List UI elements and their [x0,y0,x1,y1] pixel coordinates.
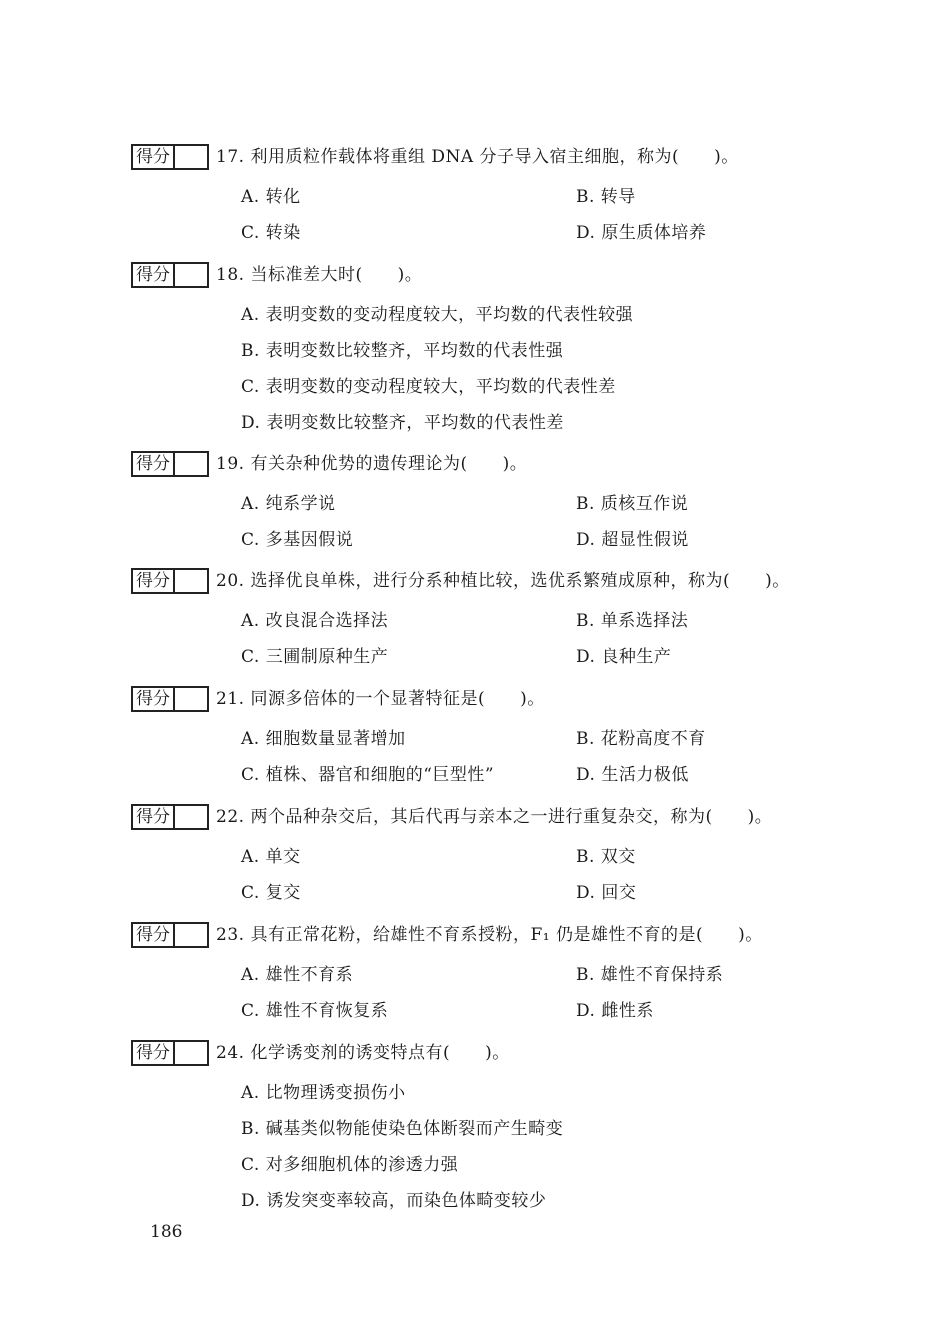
option-d: D. 诱发突变率较高，而染色体畸变较少 [241,1191,547,1211]
question-stem: 18. 当标准差大时( )。 [216,265,423,285]
question-stem: 21. 同源多倍体的一个显著特征是( )。 [216,689,545,709]
score-box [131,922,209,948]
score-blank [175,688,207,710]
score-blank [175,570,207,592]
question-19 [131,451,891,550]
score-label: 得分 [133,688,175,710]
option-b: B. 雄性不育保持系 [576,965,724,985]
question-17 [131,144,891,243]
score-box [131,451,209,477]
option-d: D. 原生质体培养 [576,223,707,243]
option-b: B. 表明变数比较整齐，平均数的代表性强 [241,341,564,361]
score-box [131,686,209,712]
score-label: 得分 [133,1042,175,1064]
option-a: A. 单交 [241,847,301,867]
score-blank [175,806,207,828]
question-stem: 19. 有关杂种优势的遗传理论为( )。 [216,454,528,474]
score-blank [175,264,207,286]
question-stem: 17. 利用质粒作载体将重组 DNA 分子导入宿主细胞，称为( )。 [216,147,739,167]
option-a: A. 比物理诱变损伤小 [241,1083,406,1103]
option-b: B. 单系选择法 [576,611,689,631]
option-c: C. 转染 [241,223,301,243]
option-a: A. 纯系学说 [241,494,336,514]
option-b: B. 碱基类似物能使染色体断裂而产生畸变 [241,1119,564,1139]
option-c: C. 表明变数的变动程度较大，平均数的代表性差 [241,377,616,397]
option-d: D. 回交 [576,883,637,903]
option-a: A. 雄性不育系 [241,965,354,985]
score-box [131,262,209,288]
option-c: C. 多基因假说 [241,530,354,550]
score-label: 得分 [133,146,175,168]
option-b: B. 质核互作说 [576,494,689,514]
score-label: 得分 [133,264,175,286]
option-c: C. 雄性不育恢复系 [241,1001,389,1021]
score-box [131,568,209,594]
option-d: D. 生活力极低 [576,765,689,785]
option-c: C. 三圃制原种生产 [241,647,389,667]
option-d: D. 雌性系 [576,1001,654,1021]
score-blank [175,1042,207,1064]
score-blank [175,453,207,475]
question-stem: 22. 两个品种杂交后，其后代再与亲本之一进行重复杂交，称为( )。 [216,807,773,827]
score-box [131,144,209,170]
score-label: 得分 [133,806,175,828]
option-a: A. 表明变数的变动程度较大，平均数的代表性较强 [241,305,634,325]
question-stem: 24. 化学诱变剂的诱变特点有( )。 [216,1043,510,1063]
option-c: C. 复交 [241,883,301,903]
question-22 [131,804,891,903]
option-b: B. 转导 [576,187,636,207]
score-box [131,804,209,830]
option-d: D. 表明变数比较整齐，平均数的代表性差 [241,413,564,433]
option-a: A. 细胞数量显著增加 [241,729,406,749]
question-23 [131,922,891,1021]
question-20 [131,568,891,667]
score-blank [175,924,207,946]
question-18 [131,262,891,433]
option-a: A. 改良混合选择法 [241,611,389,631]
score-label: 得分 [133,924,175,946]
question-24 [131,1040,891,1211]
question-21 [131,686,891,785]
option-b: B. 双交 [576,847,636,867]
option-c: C. 对多细胞机体的渗透力强 [241,1155,459,1175]
score-box [131,1040,209,1066]
question-stem: 20. 选择优良单株，进行分系种植比较，选优系繁殖成原种，称为( )。 [216,571,790,591]
score-label: 得分 [133,453,175,475]
option-d: D. 超显性假说 [576,530,689,550]
option-b: B. 花粉高度不育 [576,729,706,749]
score-blank [175,146,207,168]
page-number: 186 [150,1222,183,1242]
question-stem: 23. 具有正常花粉，给雄性不育系授粉，F₁ 仍是雄性不育的是( )。 [216,925,763,945]
option-c: C. 植株、器官和细胞的“巨型性” [241,765,495,785]
option-a: A. 转化 [241,187,301,207]
score-label: 得分 [133,570,175,592]
option-d: D. 良种生产 [576,647,672,667]
